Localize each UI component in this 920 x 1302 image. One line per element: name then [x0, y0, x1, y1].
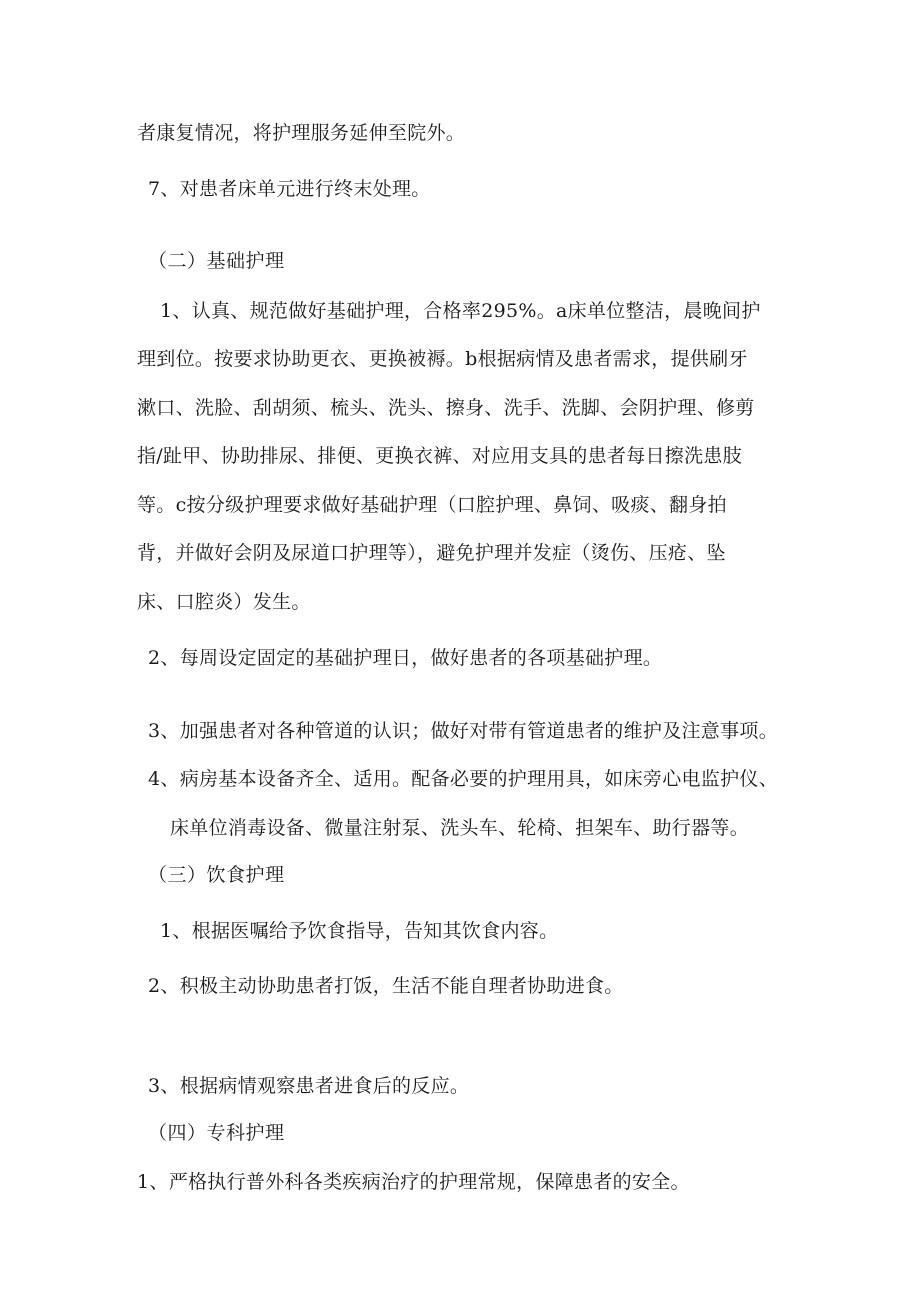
text-line: 1、根据医嘱给予饮食指导，告知其饮食内容。 [160, 920, 559, 942]
text-line: 1、严格执行普外科各类疾病治疗的护理常规，保障患者的安全。 [137, 1171, 690, 1193]
section-heading-specialty-care: （四）专科护理 [148, 1122, 285, 1144]
text-line: 等。c按分级护理要求做好基础护理（口腔护理、鼻饲、吸痰、翻身拍 [137, 494, 727, 516]
text-line: 3、根据病情观察患者进食后的反应。 [148, 1075, 470, 1097]
text-line: 3、加强患者对各种管道的认识；做好对带有管道患者的维护及注意事项。 [148, 720, 778, 742]
section-heading-basic-care: （二）基础护理 [148, 250, 285, 272]
text-line: 2、每周设定固定的基础护理日，做好患者的各项基础护理。 [148, 647, 663, 669]
text-line: 床单位消毒设备、微量注射泵、洗头车、轮椅、担架车、助行器等。 [170, 817, 750, 839]
text-line: 7、对患者床单元进行终末处理。 [148, 178, 431, 200]
text-line: 理到位。按要求协助更衣、更换被褥。b根据病情及患者需求，提供刷牙 [137, 348, 748, 370]
text-line: 者康复情况，将护理服务延伸至院外。 [137, 122, 466, 144]
text-line: 4、病房基本设备齐全、适用。配备必要的护理用具，如床旁心电监护仪、 [148, 768, 778, 790]
section-heading-diet-care: （三）饮食护理 [148, 864, 285, 886]
text-line: 1、认真、规范做好基础护理，合格率295%。a床单位整洁，晨晚间护 [160, 300, 761, 322]
text-line: 床、口腔炎）发生。 [137, 591, 311, 613]
text-line: 2、积极主动协助患者打饭，生活不能自理者协助进食。 [148, 975, 624, 997]
text-line: 漱口、洗脸、刮胡须、梳头、洗头、擦身、洗手、洗脚、会阴护理、修剪 [137, 397, 755, 419]
text-line: 背，并做好会阴及尿道口护理等），避免护理并发症（烫伤、压疮、坠 [137, 542, 726, 564]
text-line: 指/趾甲、协助排尿、排便、更换衣裤、对应用支具的患者每日擦洗患肢 [137, 445, 743, 467]
